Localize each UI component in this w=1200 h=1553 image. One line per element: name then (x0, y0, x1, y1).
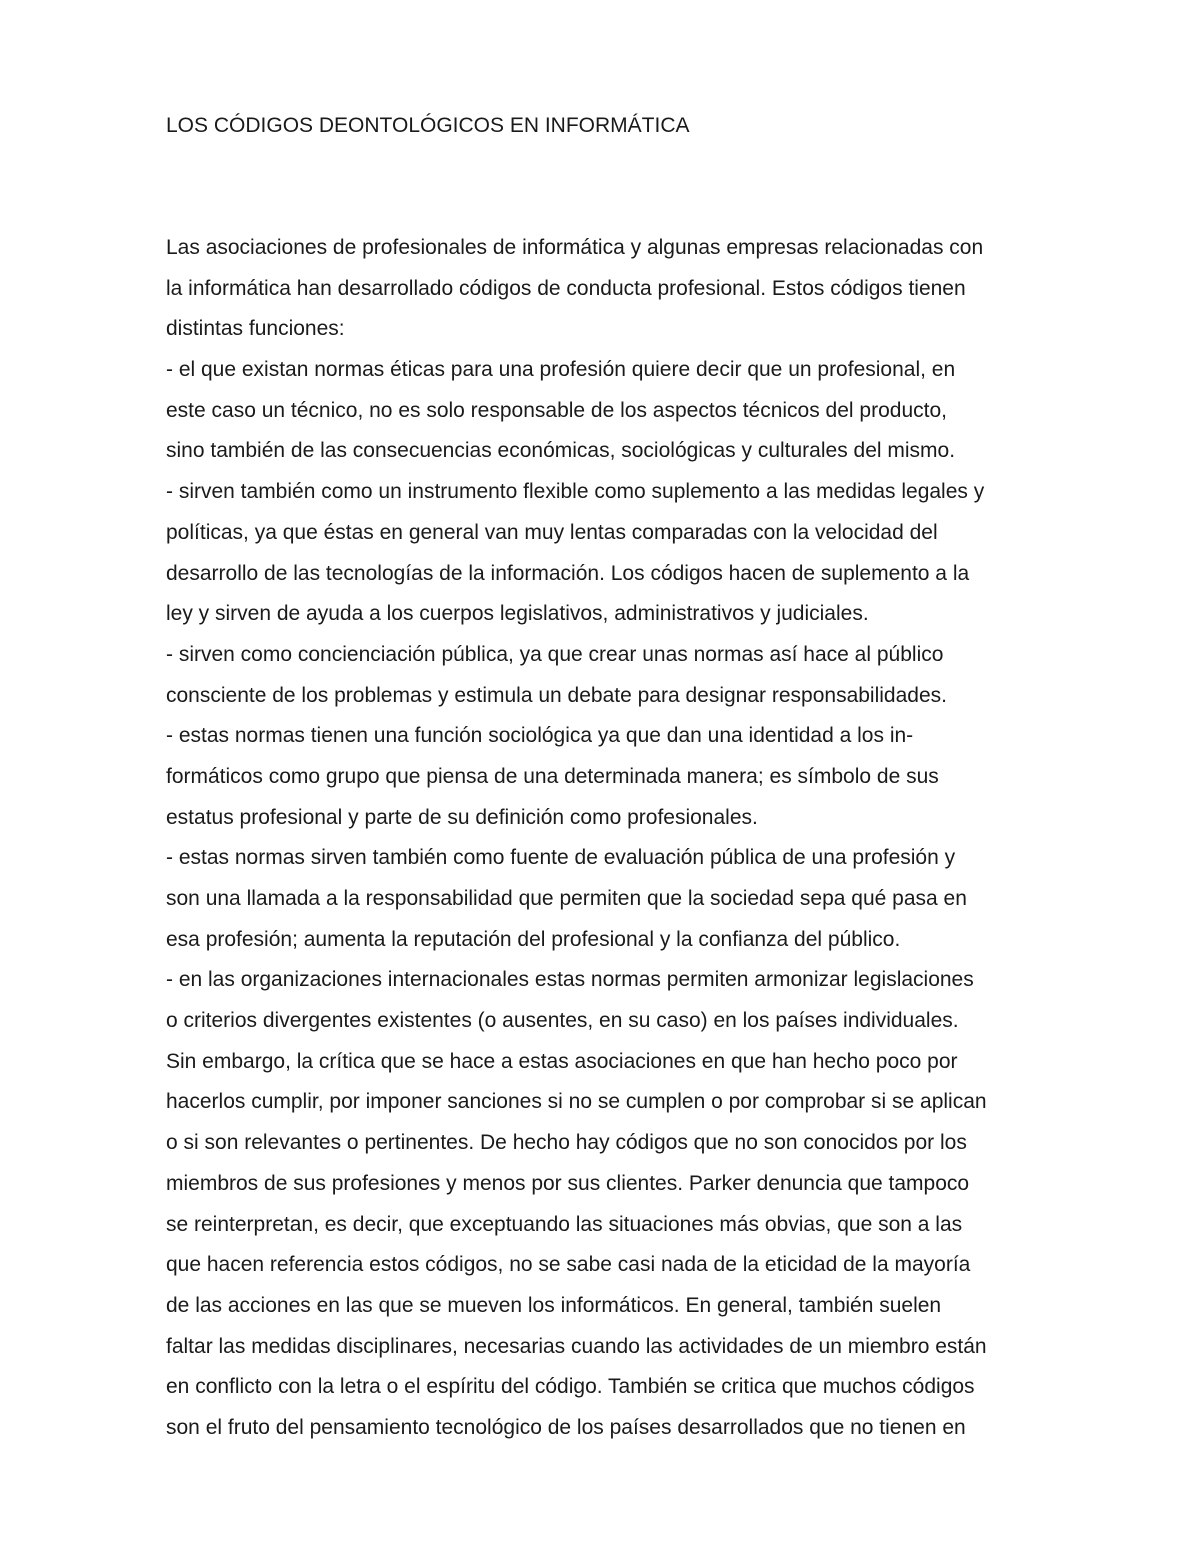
text-line: ley y sirven de ayuda a los cuerpos legislativos, administrativos y judiciales. (166, 602, 869, 626)
text-line: en conflicto con la letra o el espíritu del código. También se critica que muchos códigos (166, 1375, 975, 1399)
text-line: sino también de las consecuencias económicas, sociológicas y culturales del mismo. (166, 439, 956, 463)
text-line: que hacen referencia estos códigos, no se sabe casi nada de la eticidad de la mayoría (166, 1253, 971, 1277)
text-line: distintas funciones: (166, 317, 345, 341)
text-line: o si son relevantes o pertinentes. De hecho hay códigos que no son conocidos por los (166, 1131, 967, 1155)
text-line: miembros de sus profesiones y menos por sus clientes. Parker denuncia que tampoco (166, 1171, 970, 1195)
text-line: políticas, ya que éstas en general van muy lentas comparadas con la velocidad del (166, 520, 938, 544)
document-title: LOS CÓDIGOS DEONTOLÓGICOS EN INFORMÁTICA (166, 114, 690, 137)
text-line: - estas normas tienen una función sociológica ya que dan una identidad a los in- (166, 724, 914, 748)
text-line: esa profesión; aumenta la reputación del profesional y la confianza del público. (166, 927, 901, 951)
text-line: - sirven como concienciación pública, ya que crear unas normas así hace al público (166, 642, 944, 666)
text-line: de las acciones en las que se mueven los informáticos. En general, también suelen (166, 1293, 942, 1317)
text-line: formáticos como grupo que piensa de una determinada manera; es símbolo de sus (166, 764, 939, 788)
text-line: - sirven también como un instrumento flexible como suplemento a las medidas legales y (166, 480, 985, 504)
text-line: se reinterpretan, es decir, que exceptuando las situaciones más obvias, que son a las (166, 1212, 963, 1236)
text-line: hacerlos cumplir, por imponer sanciones si no se cumplen o por comprobar si se aplican (166, 1090, 987, 1114)
text-line: - en las organizaciones internacionales estas normas permiten armonizar legislaciones (166, 968, 974, 992)
text-line: estatus profesional y parte de su definición como profesionales. (166, 805, 758, 829)
text-line: Sin embargo, la crítica que se hace a estas asociaciones en que han hecho poco por (166, 1049, 958, 1073)
text-line: o criterios divergentes existentes (o ausentes, en su caso) en los países individuales. (166, 1009, 959, 1033)
text-line: Las asociaciones de profesionales de informática y algunas empresas relacionadas con (166, 236, 984, 259)
text-line: - el que existan normas éticas para una profesión quiere decir que un profesional, en (166, 358, 956, 382)
text-line: desarrollo de las tecnologías de la información. Los códigos hacen de suplemento a la (166, 561, 970, 585)
document-body (166, 228, 1106, 1449)
text-line: la informática han desarrollado códigos de conducta profesional. Estos códigos tienen (166, 276, 966, 300)
text-line: son una llamada a la responsabilidad que permiten que la sociedad sepa qué pasa en (166, 887, 967, 910)
text-line: faltar las medidas disciplinares, necesarias cuando las actividades de un miembro están (166, 1334, 987, 1358)
text-line: este caso un técnico, no es solo responsable de los aspectos técnicos del producto, (166, 398, 947, 422)
text-line: son el fruto del pensamiento tecnológico de los países desarrollados que no tienen en (166, 1415, 966, 1439)
text-line: - estas normas sirven también como fuente de evaluación pública de una profesión y (166, 846, 956, 870)
text-line: consciente de los problemas y estimula un debate para designar responsabilidades. (166, 683, 947, 707)
